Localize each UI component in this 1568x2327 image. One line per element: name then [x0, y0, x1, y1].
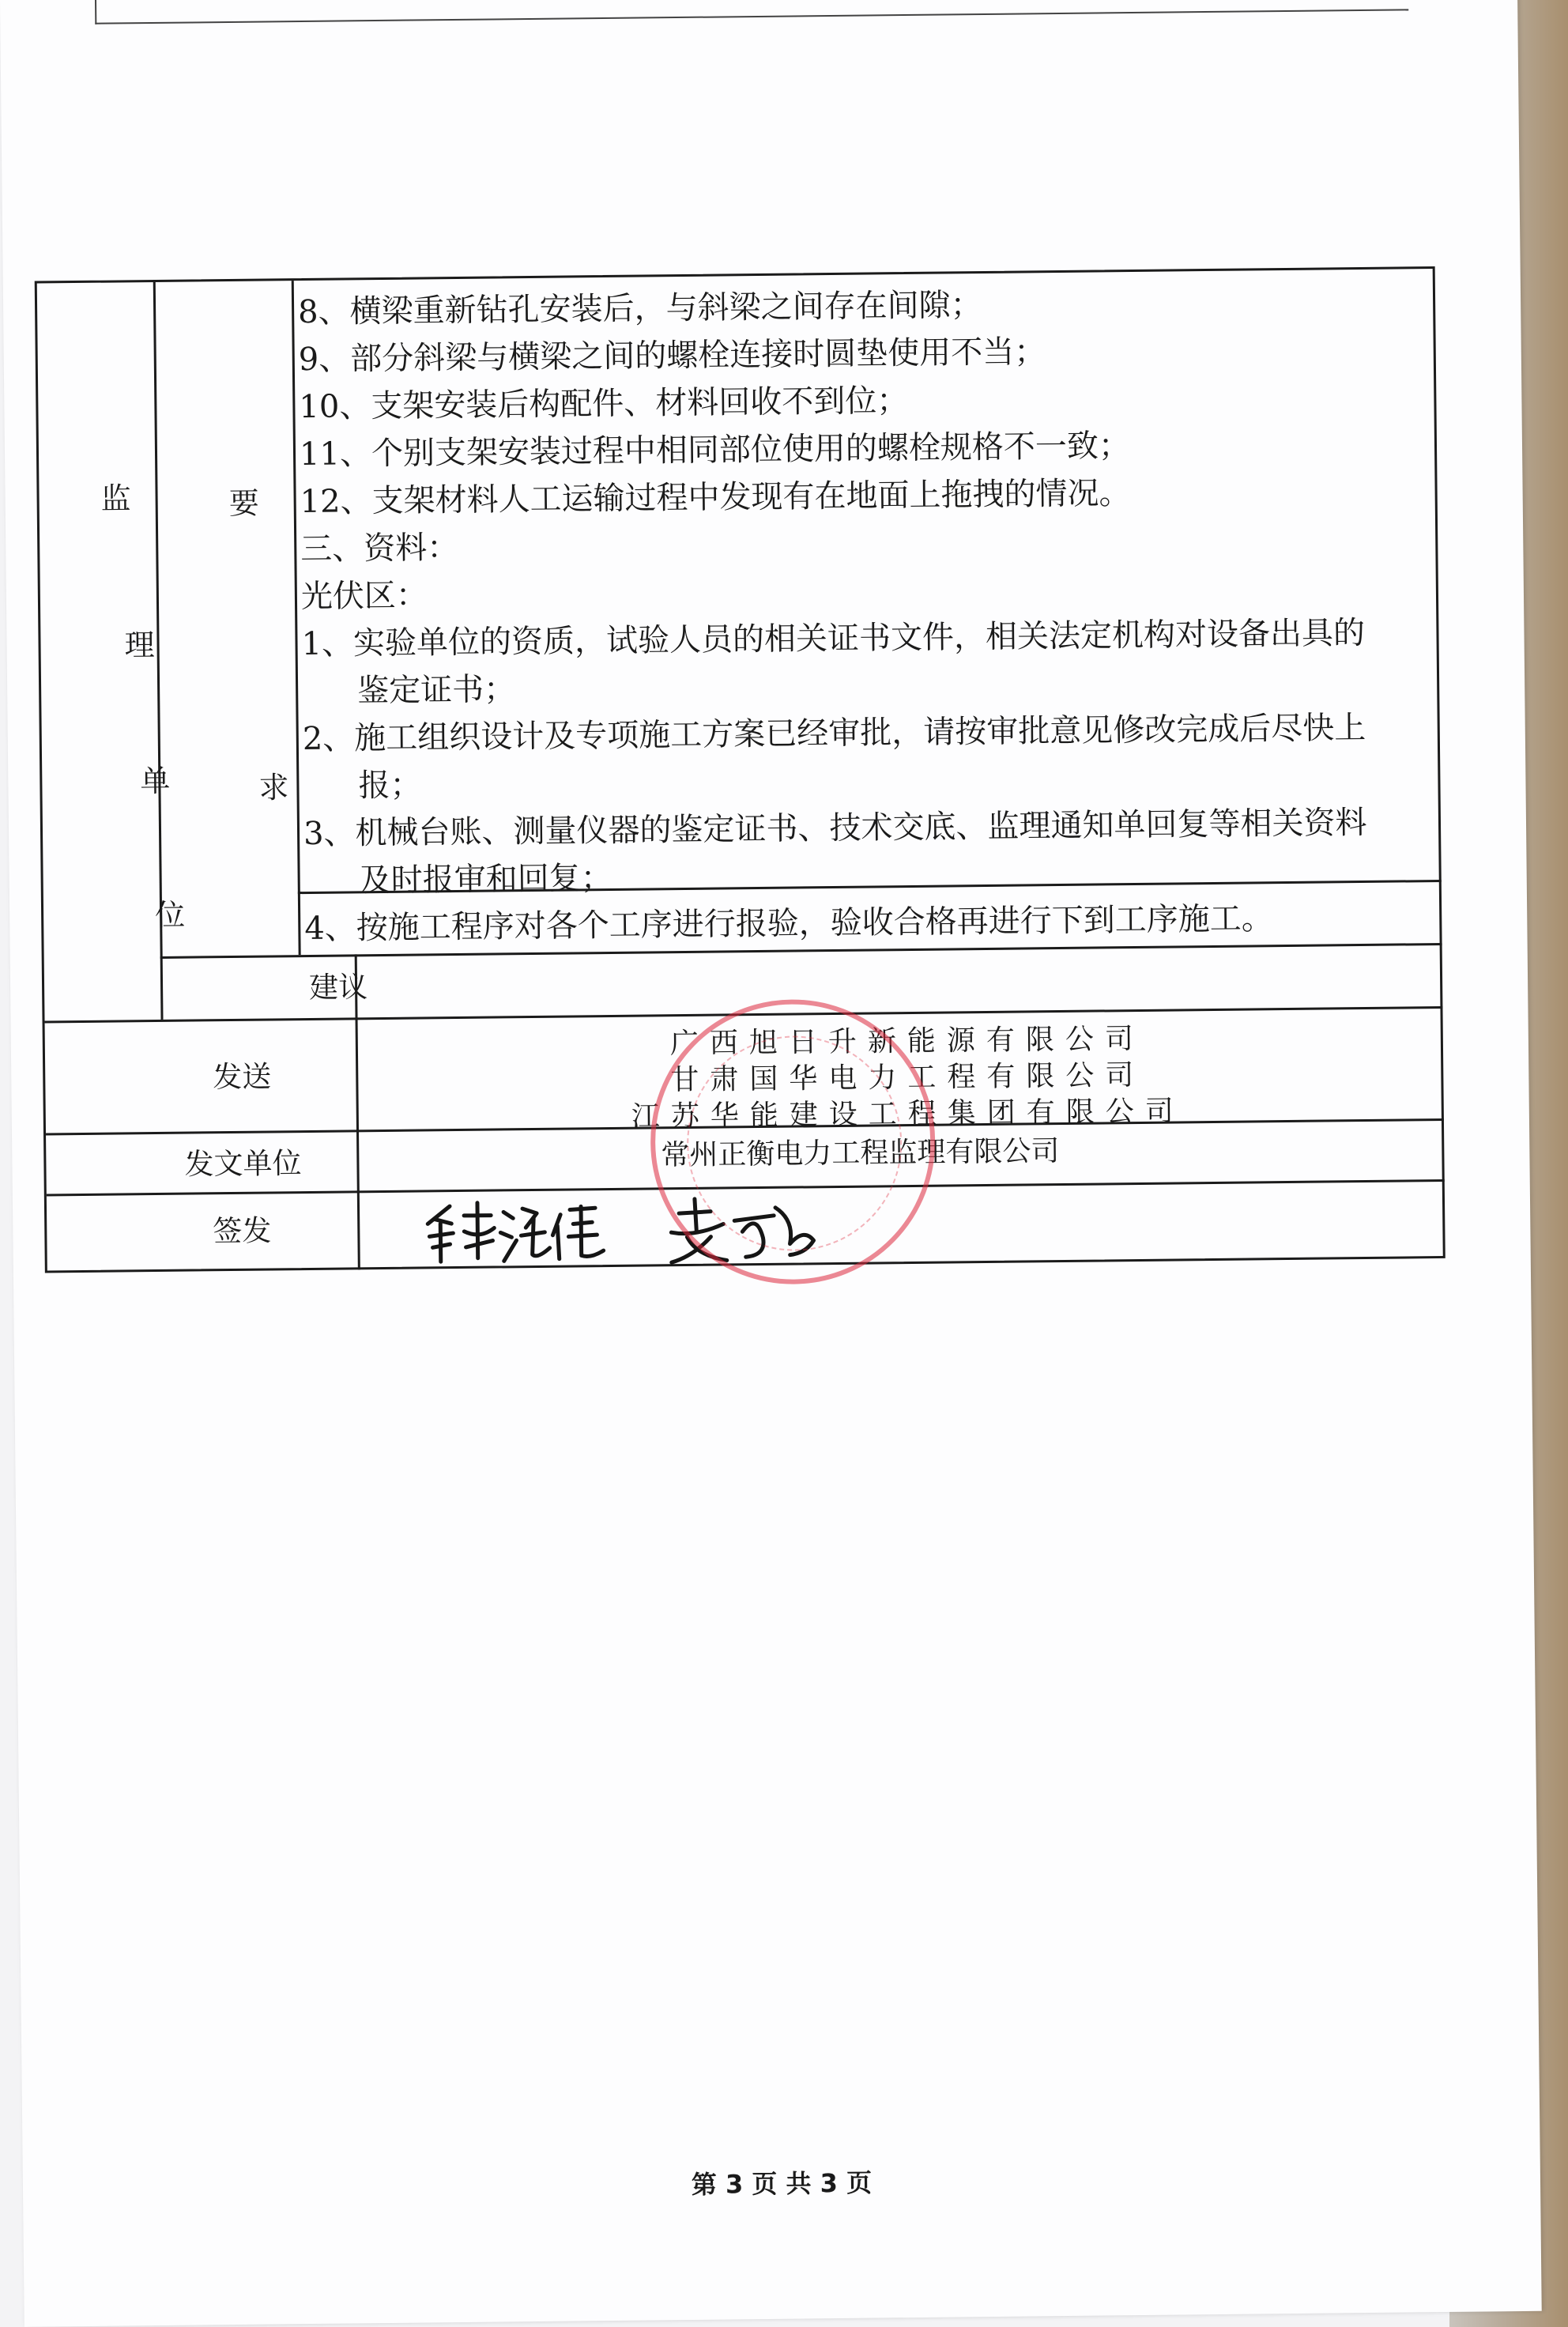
requirement-line: 2、施工组织设计及专项施工方案已经审批，请按审批意见修改完成后尽快上: [302, 709, 1366, 758]
requirement-line: 9、部分斜梁与横梁之间的螺栓连接时圆垫使用不当；: [298, 334, 1046, 379]
issuer-label: 发文单位: [184, 1146, 302, 1182]
issuer-name: 常州正衡电力工程监理有限公司: [661, 1135, 1060, 1172]
area-heading: 光伏区：: [300, 577, 428, 616]
signature-stroke: [552, 1206, 604, 1259]
requirement-line: 10、支架安装后构配件、材料回收不到位；: [299, 382, 909, 426]
requirement-line: 3、机械台账、测量仪器的鉴定证书、技术交底、监理通知单回复等相关资料: [303, 804, 1367, 853]
previous-page-edge: [95, 0, 1408, 25]
signature-stroke: [428, 1206, 454, 1262]
signature-stroke: [464, 1203, 495, 1258]
requirement-line: 1、实验单位的资质，试验人员的相关证书文件，相关法定机构对设备出具的: [301, 614, 1366, 663]
signature-stroke: [500, 1209, 550, 1262]
seal-inner-ring: [686, 1035, 903, 1252]
unit-label-char: 位: [154, 897, 186, 933]
requirement-line: 12、支架材料人工运输过程中发现有在地面上拖拽的情况。: [300, 475, 1131, 521]
sendto-label: 发送: [213, 1059, 272, 1095]
requirement-content: [298, 277, 1427, 952]
unit-label-char: 单: [140, 763, 171, 799]
unit-label-char: 监: [100, 481, 131, 516]
requirement-line: 8、横梁重新钻孔安装后，与斜梁之间存在间隙；: [297, 287, 982, 331]
section-heading: 三、资料：: [300, 529, 459, 568]
requirement-line: 报；: [358, 767, 422, 805]
page-number: 第 3 页 共 3 页: [691, 2167, 873, 2200]
sign-label: 签发: [213, 1213, 272, 1249]
recipient-line: 广西旭日升新能源有限公司: [669, 1022, 1145, 1061]
requirement-line: 及时报审和回复；: [359, 859, 612, 899]
recipient-line: 江苏华能建设工程集团有限公司: [631, 1095, 1185, 1133]
requirement-line: 鉴定证书；: [356, 671, 516, 710]
recipient-line: 甘肃国华电力工程有限公司: [670, 1058, 1145, 1097]
req-label-char: 求: [258, 770, 289, 805]
requirement-line: 11、个别支架安装过程中相同部位使用的螺栓规格不一致；: [299, 428, 1131, 473]
req-label-char: 要: [228, 485, 259, 522]
suggestion-label: 建议: [308, 970, 368, 1005]
unit-label-char: 理: [124, 627, 155, 663]
requirement-line: 4、按施工程序对各个工序进行报验，验收合格再进行下到工序施工。: [304, 900, 1273, 948]
